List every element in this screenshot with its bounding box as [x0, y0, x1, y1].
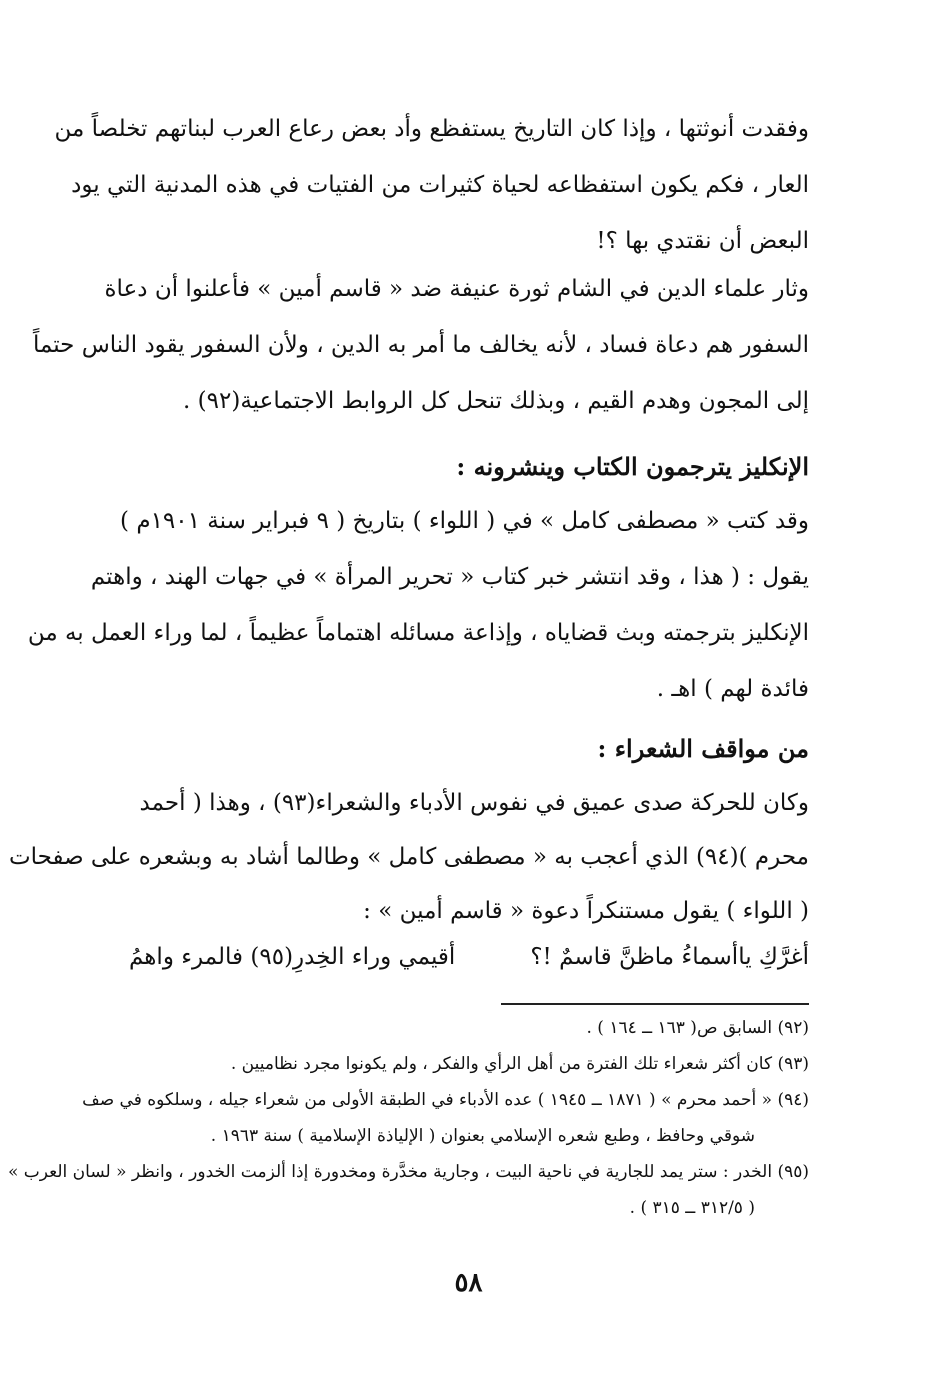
footnote-divider — [501, 1003, 809, 1005]
section-heading-poets: من مواقف الشعراء : — [597, 734, 809, 763]
footnote-95-continuation: ( ٣١٢/٥ ــ ٣١٥ ) . — [629, 1198, 755, 1218]
paragraph-line: وثار علماء الدين في الشام ثورة عنيفة ضد « قاسم أمين » فأعلنوا أن دعاة — [104, 276, 809, 302]
paragraph-line: البعض أن نقتدي بها ؟! — [596, 228, 809, 254]
footnotes — [7, 1018, 809, 1234]
paragraph-line: وكان للحركة صدى عميق في نفوس الأدباء والشعراء(٩٣) ، وهذا ( أحمد — [139, 790, 809, 816]
paragraph-1 — [54, 116, 809, 286]
footnote-94: (٩٤) « أحمد محرم » ( ١٨٧١ ــ ١٩٤٥ ) عده الأدباء في الطبقة الأولى من شعراء جيله ، وسلكوه في صف — [82, 1090, 809, 1110]
footnote-92: (٩٢) السابق ص( ١٦٣ ــ ١٦٤ ) . — [586, 1018, 809, 1038]
verse-first-hemistich: أغرَّكِ ياأسماءُ ماظنَّ قاسمٌ !؟ — [530, 944, 809, 970]
paragraph-line: العار ، فكم يكون استفظاعه لحياة كثيرات من الفتيات في هذه المدنية التي يود — [71, 172, 809, 198]
paragraph-line: وفقدت أنوثتها ، وإذا كان التاريخ يستفظع وأد بعض رعاع العرب لبناتهم تخلصاً من — [54, 116, 809, 142]
paragraph-line: ( اللواء ) يقول مستنكراً دعوة « قاسم أمين » : — [363, 898, 809, 924]
section-heading-translation: الإنكليز يترجمون الكتاب وينشرونه : — [456, 452, 809, 481]
footnote-93: (٩٣) كان أكثر شعراء تلك الفترة من أهل الرأي والفكر ، ولم يكونوا مجرد نظاميين . — [230, 1054, 809, 1074]
paragraph-line: وقد كتب « مصطفى كامل » في ( اللواء ) بتاريخ ( ٩ فبراير سنة ١٩٠١م ) — [120, 508, 809, 534]
paragraph-line: الإنكليز بترجمته وبث قضاياه ، وإذاعة مسائله اهتماماً عظيماً ، لما وراء العمل به من — [27, 620, 809, 646]
paragraph-line: يقول : ( هذا ، وقد انتشر خبر كتاب « تحرير المرأة » في جهات الهند ، واهتم — [90, 564, 809, 590]
paragraph-line: فائدة لهم ) اهـ . — [656, 676, 809, 702]
verse-second-hemistich: أقيمي وراء الخِدرِ(٩٥) فالمرء واهمُ — [129, 944, 456, 970]
paragraph-line: محرم )(٩٤) الذي أعجب به « مصطفى كامل » وطالما أشاد به وبشعره على صفحات — [8, 844, 809, 870]
paragraph-line: السفور هم دعاة فساد ، لأنه يخالف ما أمر به الدين ، ولأن السفور يقود الناس حتماً — [32, 332, 809, 358]
paragraph-2 — [32, 276, 809, 446]
page-number: ٥٨ — [454, 1268, 483, 1298]
footnote-95: (٩٥) الخدر : ستر يمد للجارية في ناحية البيت ، وجارية مخدَّرة ومخدورة إذا ألزمت الخدور ، وانظر « لسان العرب » — [7, 1162, 809, 1182]
paragraph-4 — [8, 790, 809, 954]
footnote-94-continuation: شوقي وحافظ ، وطبع شعره الإسلامي بعنوان ( الإلياذة الإسلامية ) سنة ١٩٦٣ . — [210, 1126, 755, 1146]
poem-verse — [129, 944, 809, 970]
paragraph-line: إلى المجون وهدم القيم ، وبذلك تنحل كل الروابط الاجتماعية(٩٢) . — [183, 388, 809, 414]
paragraph-3 — [27, 508, 809, 734]
